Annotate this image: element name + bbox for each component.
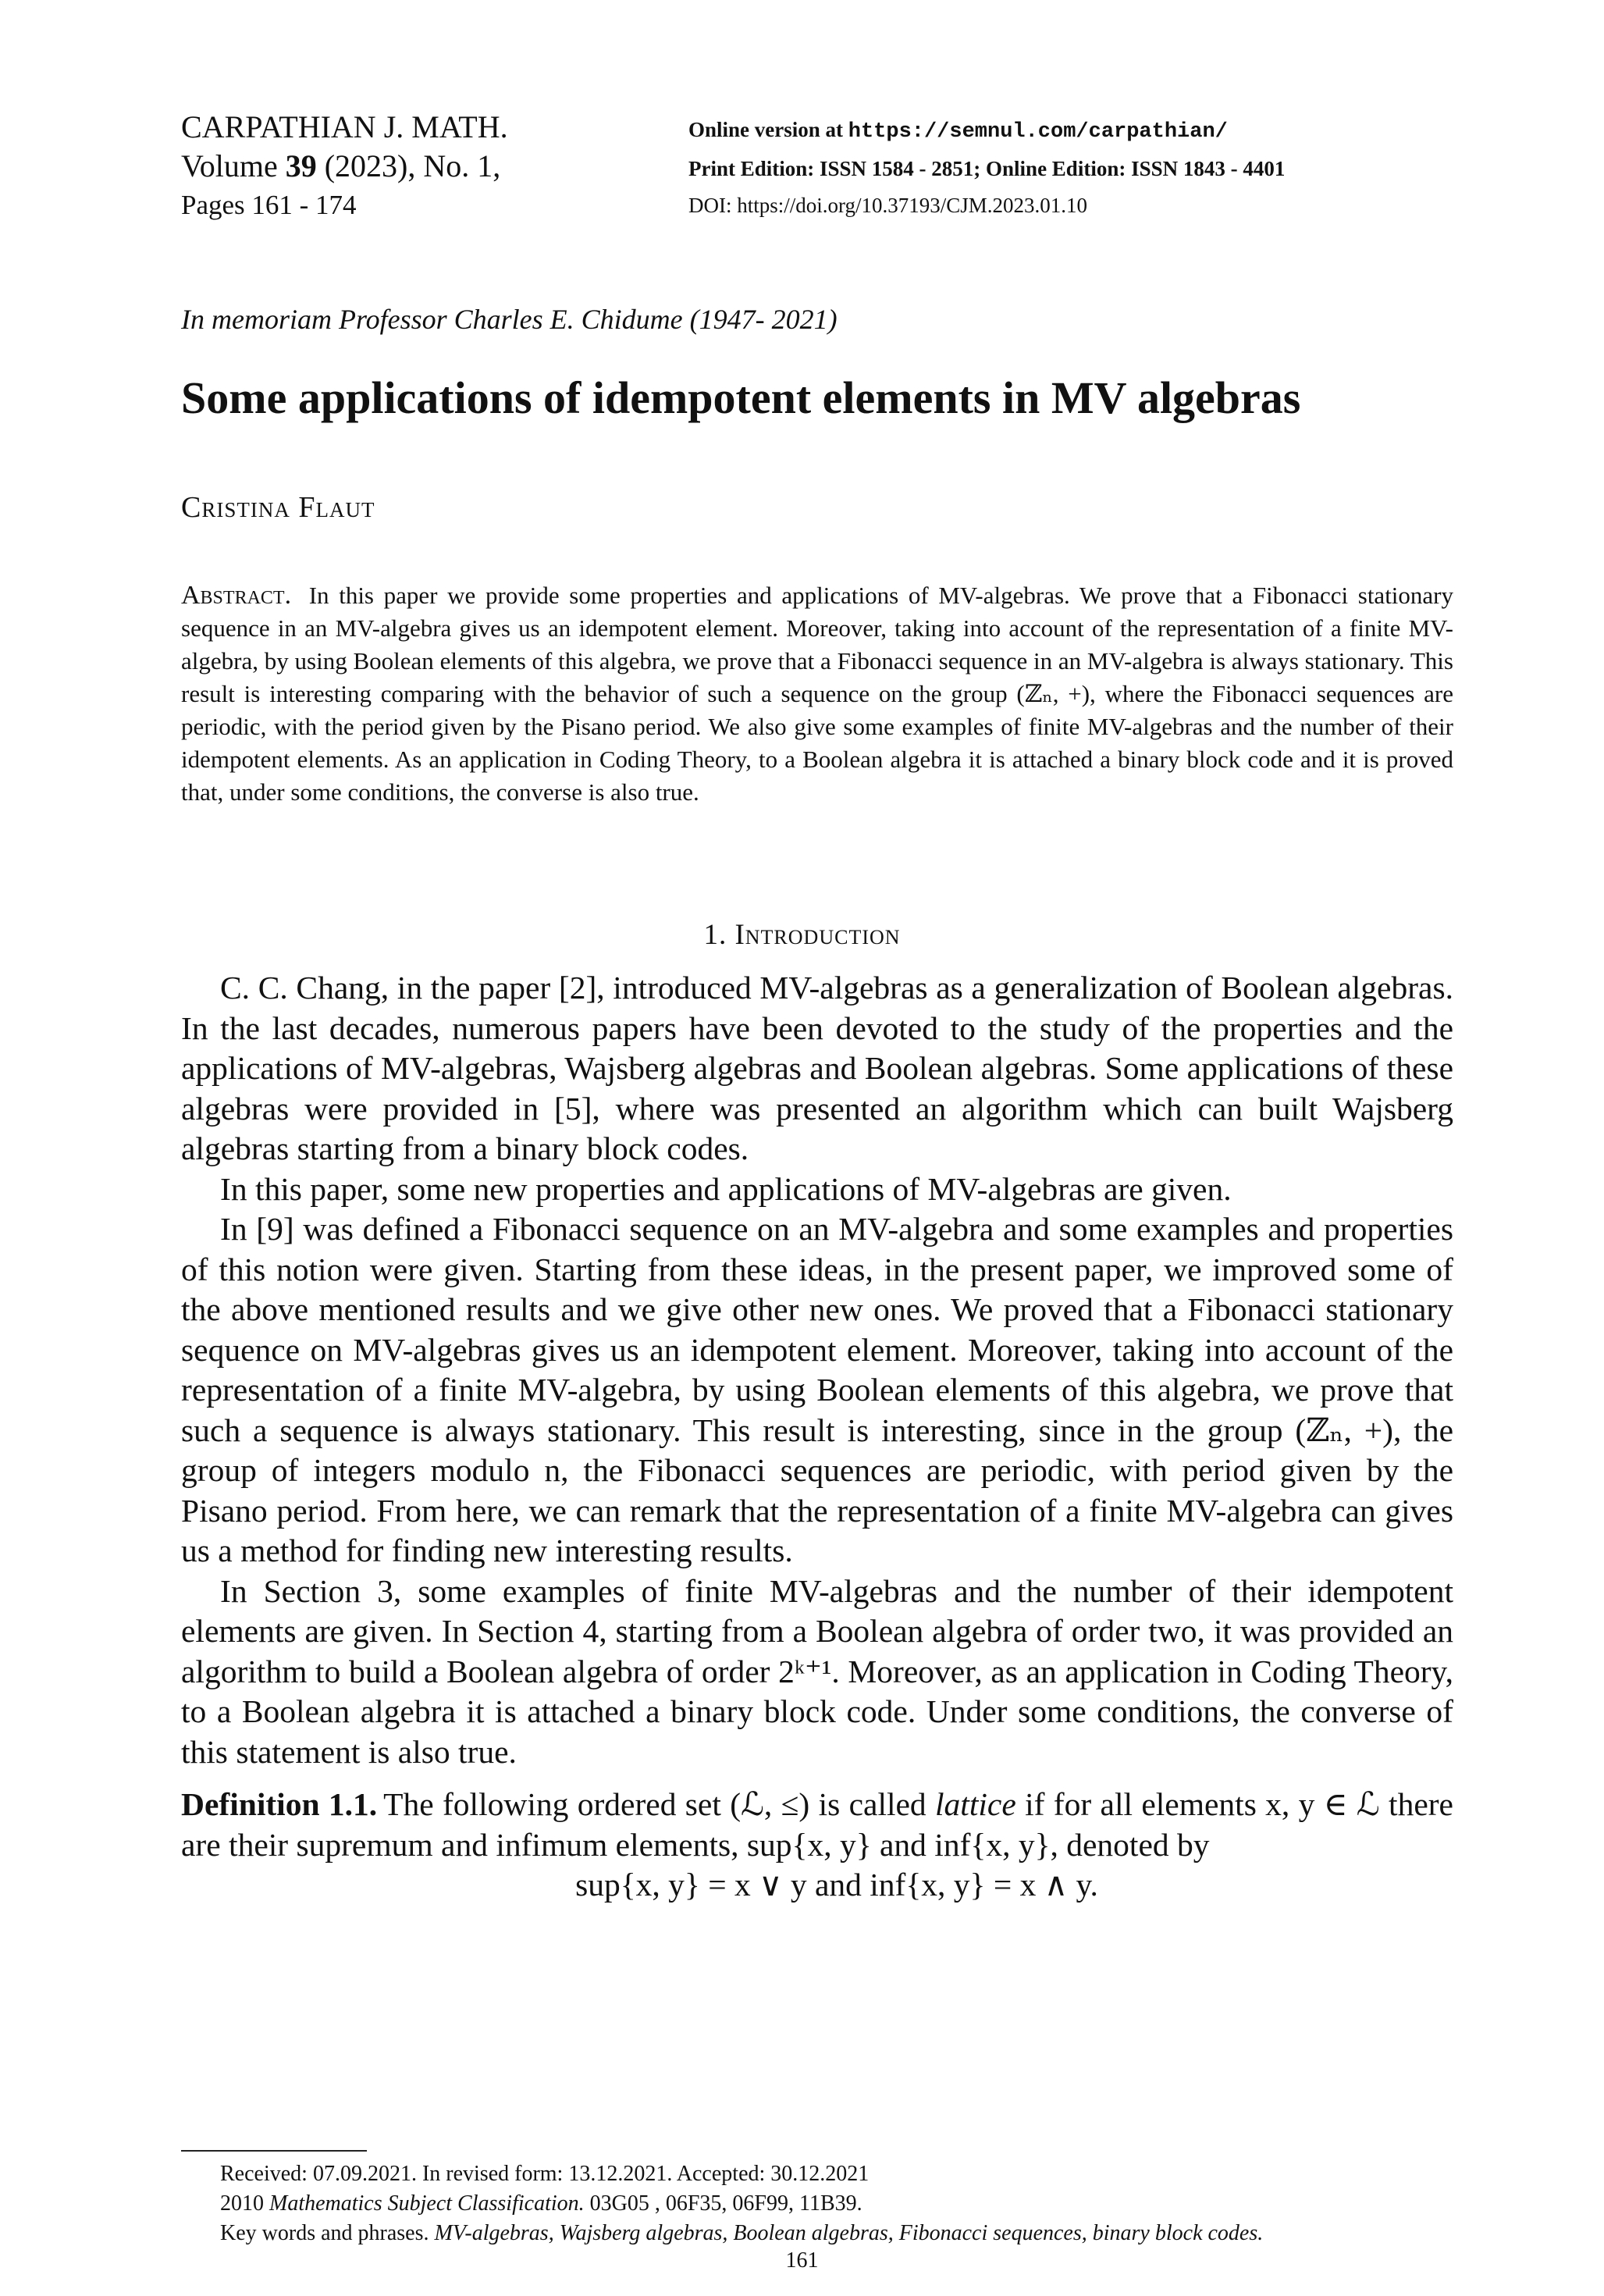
publication-info xyxy=(688,112,1285,224)
volume-number: 39 xyxy=(285,148,317,183)
intro-paragraph: In [9] was defined a Fibonacci sequence on an MV-algebra and some examples and properties of this notion were given. Starting from these ideas, in the present paper, we improved some of the above mentioned results and we give other new ones. We proved that a Fibonacci stationary sequence on MV-algebras gives us an idempotent element. Moreover, taking into account of the representation of a finite MV-algebra, by using Boolean elements of this algebra, we prove that such a sequence is always stationary. This result is interesting, since in the group (ℤₙ, +), the group of integers modulo n, the Fibonacci sequences are periodic, with period given by the Pisano period. From here, we can remark that the representation of a finite MV-algebra can gives us a method for finding new interesting results. xyxy=(181,1211,1453,1568)
journal-name: CARPATHIAN J. MATH. xyxy=(181,109,508,144)
display-equation: sup{x, y} = x ∨ y and inf{x, y} = x ∧ y. xyxy=(575,1867,1098,1903)
online-version: Online version at https://semnul.com/carpathian/ xyxy=(688,118,1228,144)
intro-paragraph: In Section 3, some examples of finite MV-algebras and the number of their idempotent elements are given. In Section 4, starting from a Boolean algebra of order two, it was provided an algorithm to build a Boolean algebra of order 2ᵏ⁺¹. Moreover, as an application in Coding Theory, to a Boolean algebra it is attached a binary block code. Under some conditions, the converse of this statement is also true. xyxy=(181,1572,1453,1770)
abstract xyxy=(181,579,1453,809)
intro-paragraph: C. C. Chang, in the paper [2], introduced MV-algebras as a generalization of Boolean algebras. In the last decades, numerous papers have been devoted to the study of the properties and the applications of MV-algebras, Wajsberg algebras and Boolean algebras. Some applications of these algebras were provided in [5], where was presented an algorithm which can built Wajsberg algebras starting from a binary block codes. xyxy=(181,970,1453,1166)
msc-classification: 2010 Mathematics Subject Classification. 03G05 , 06F35, 06F99, 11B39. xyxy=(220,2191,862,2216)
intro-paragraph: In this paper, some new properties and applications of MV-algebras are given. xyxy=(220,1170,1232,1207)
issn-info: Print Edition: ISSN 1584 - 2851; Online Edition: ISSN 1843 - 4401 xyxy=(688,157,1286,180)
abstract-text: In this paper we provide some properties and applications of MV-algebras. We prove that a Fibonacci stationary sequence in an MV-algebra gives us an idempotent element. Moreover, taking into account of the representation of a finite MV-algebra, by using Boolean elements of this algebra, we prove that a Fibonacci sequence in an MV-algebra is always stationary. This result is interesting comparing with the behavior of such a sequence on the group (ℤₙ, +), where the Fibonacci sequences are periodic, with the period given by the Pisano period. We also give some examples of finite MV-algebras and the number of their idempotent elements. As an application in Coding Theory, to a Boolean algebra it is attached a binary block code and it is proved that, under some conditions, the converse is also true. xyxy=(181,582,1454,806)
definition-1-1: Definition 1.1. The following ordered set (ℒ, ≤) is called lattice if for all elements x, y ∈ ℒ there are their supremum and infimum elements, sup{x, y} and inf{x, y}, denoted by xyxy=(181,1786,1453,1863)
author-name: Cristina Flaut xyxy=(181,491,375,524)
paper-title: Some applications of idempotent elements in MV algebras xyxy=(181,372,1301,423)
abstract-label: Abstract. xyxy=(181,581,292,610)
definition-label: Definition 1.1. xyxy=(181,1786,378,1822)
footnote-rule xyxy=(181,2150,367,2152)
section-heading-introduction: 1. Introduction xyxy=(703,919,901,951)
keywords: Key words and phrases. MV-algebras, Wajsberg algebras, Boolean algebras, Fibonacci sequences, binary block codes. xyxy=(220,2221,1264,2245)
introduction-body xyxy=(181,968,1453,1906)
dedication: In memoriam Professor Charles E. Chidume (1947- 2021) xyxy=(181,304,838,335)
volume-info: Volume 39 (2023), No. 1, xyxy=(181,148,501,183)
footnotes xyxy=(220,2159,1469,2248)
online-url-link[interactable]: https://semnul.com/carpathian/ xyxy=(848,120,1228,144)
page-range: Pages 161 - 174 xyxy=(181,190,357,220)
doi-link[interactable]: DOI: https://doi.org/10.37193/CJM.2023.01.10 xyxy=(688,194,1088,217)
page-number: 161 xyxy=(785,2248,819,2273)
journal-header xyxy=(181,108,508,225)
received-dates: Received: 07.09.2021. In revised form: 13.12.2021. Accepted: 30.12.2021 xyxy=(220,2162,870,2186)
definition-term: lattice xyxy=(935,1786,1016,1822)
